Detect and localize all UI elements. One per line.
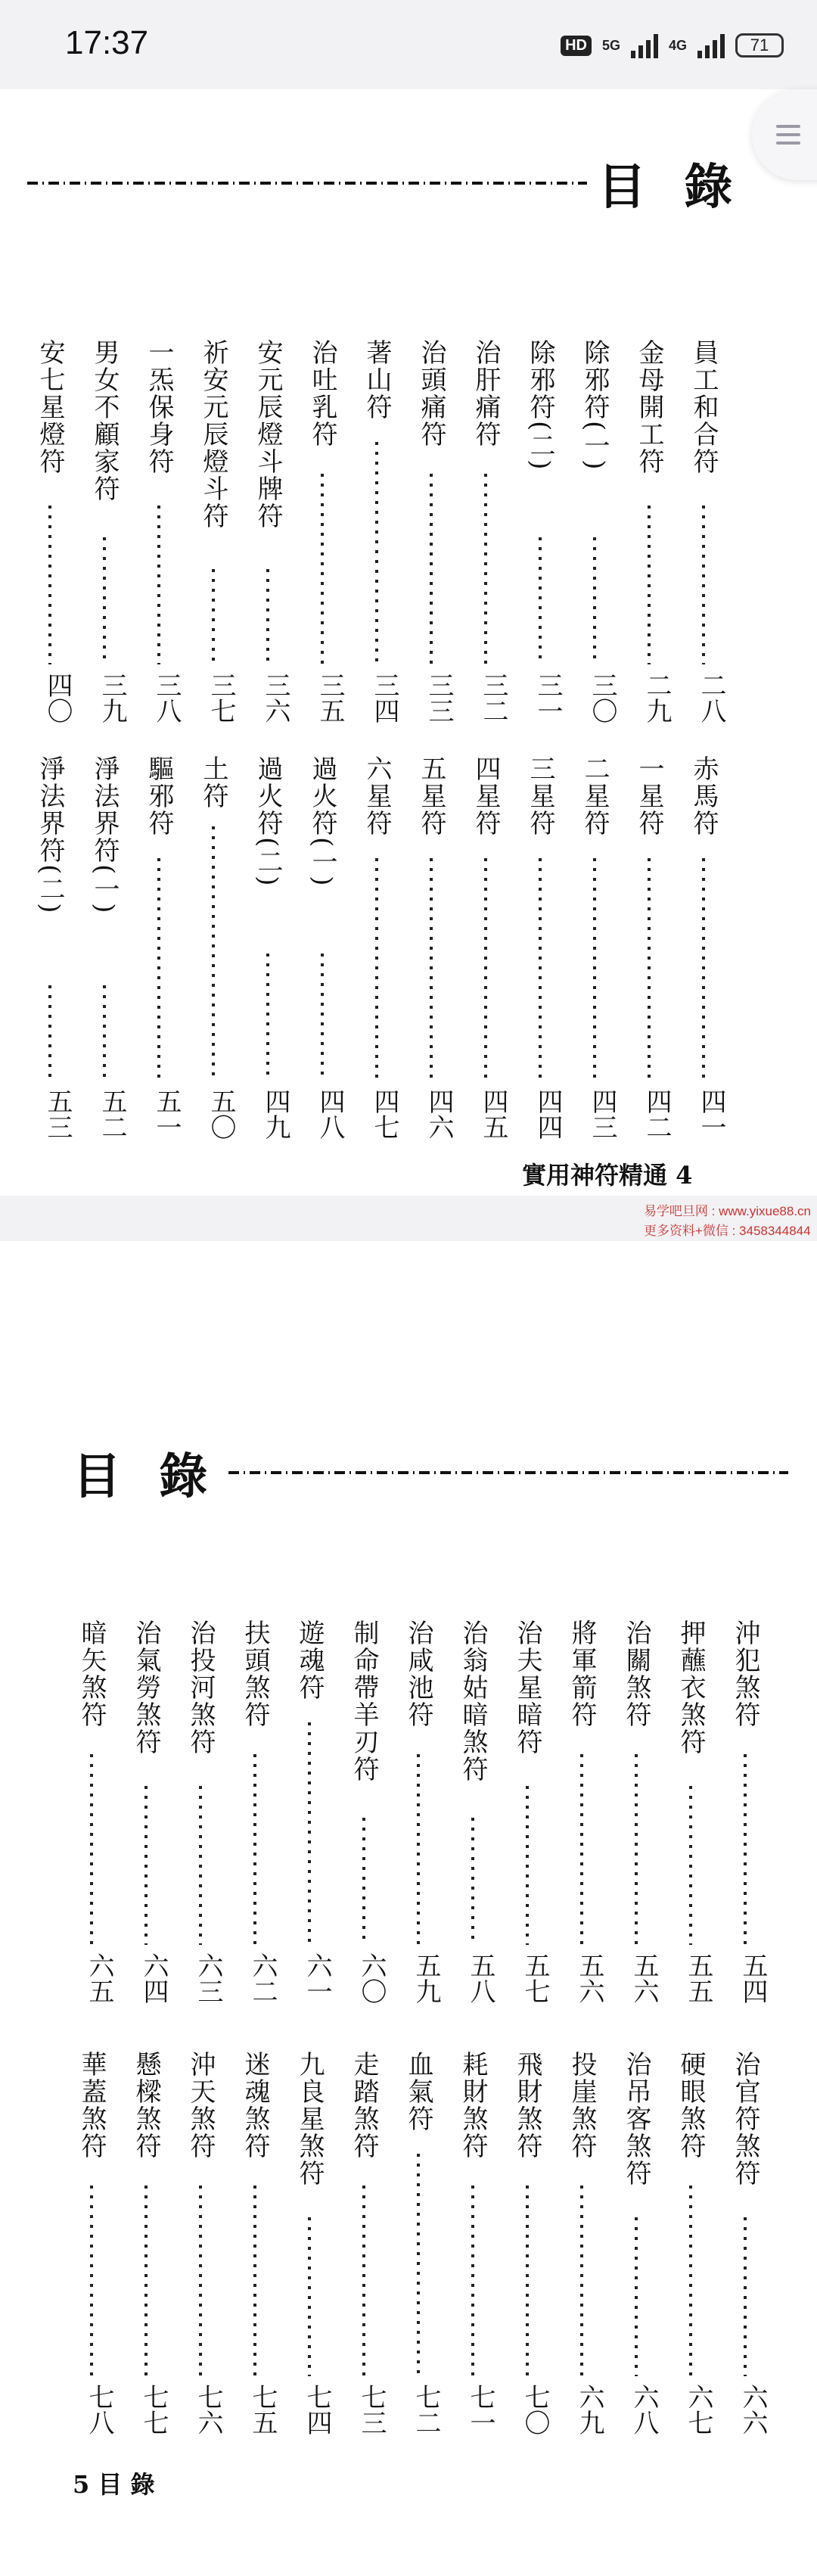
toc-page-number: 四七 bbox=[369, 1088, 399, 1140]
toc-page-number: 五二 bbox=[97, 1088, 127, 1140]
signal-icon-2 bbox=[697, 33, 725, 58]
toc-entry bbox=[82, 755, 127, 1179]
toc-leader-dots bbox=[212, 826, 215, 1081]
toc-entry bbox=[136, 339, 182, 763]
toc-leader-dots bbox=[526, 1786, 529, 1945]
toc-leader-dots bbox=[689, 2186, 692, 2376]
toc-leader-dots bbox=[321, 954, 324, 1081]
toc-entry bbox=[408, 339, 454, 763]
toc-leader-dots bbox=[484, 474, 487, 664]
toc-page-number: 二九 bbox=[641, 672, 672, 723]
toc-leader-dots bbox=[648, 858, 651, 1081]
toc-leader-dots bbox=[430, 474, 433, 664]
toc-entry-title: 安元辰燈斗牌符 bbox=[253, 339, 283, 530]
toc-page-number: 四九 bbox=[260, 1088, 290, 1140]
toc-page-number: 五六 bbox=[574, 1952, 604, 2004]
toc-entry-title: 五星符 bbox=[416, 755, 446, 837]
toc-leader-dots bbox=[484, 858, 487, 1081]
toc-entry-title: 過火符(二) bbox=[253, 755, 283, 888]
toc-entry-title: 治官符煞符 bbox=[730, 2051, 760, 2187]
toc-leader-dots bbox=[103, 985, 106, 1081]
toc-leader-dots bbox=[144, 1786, 148, 1945]
toc-leader-dots bbox=[471, 1818, 474, 1945]
toc-entry-title: 懸樑煞符 bbox=[131, 2051, 161, 2160]
toc-leader-dots bbox=[48, 985, 51, 1081]
signal-icon bbox=[631, 33, 658, 58]
toc-entry-title: 飛財煞符 bbox=[512, 2051, 542, 2160]
toc-entry bbox=[614, 1619, 659, 2043]
toc-entry-title: 過火符(一) bbox=[307, 755, 337, 888]
toc-entry bbox=[450, 2051, 495, 2475]
toc-entry bbox=[232, 1619, 278, 2043]
page2-footer: 5 目 錄 bbox=[73, 2470, 155, 2499]
toc-entry-title: 治關煞符 bbox=[621, 1619, 651, 1728]
toc-entry bbox=[287, 2051, 332, 2475]
toc-entry-title: 祈安元辰燈斗符 bbox=[198, 339, 228, 530]
toc-page-number: 四三 bbox=[587, 1088, 617, 1140]
toc-leader-dots bbox=[253, 2186, 256, 2376]
toc-entry-title: 男女不顧家符 bbox=[89, 339, 120, 502]
page2-title: 目 錄 bbox=[73, 1448, 219, 1505]
toc-entry-title: 除邪符(二) bbox=[525, 339, 555, 471]
toc-page-number: 七〇 bbox=[520, 2384, 550, 2435]
toc-entry-title: 硬眼煞符 bbox=[676, 2051, 706, 2160]
battery-icon: 71 bbox=[735, 33, 784, 58]
toc-entry bbox=[559, 1619, 604, 2043]
toc-entry-title: 二星符 bbox=[579, 755, 610, 837]
toc-leader-dots bbox=[417, 2154, 420, 2376]
toc-leader-dots bbox=[744, 2217, 747, 2376]
toc-leader-dots bbox=[362, 2186, 365, 2376]
toc-entry-title: 赤馬符 bbox=[688, 755, 719, 837]
toc-entry-title: 治夫星暗符 bbox=[512, 1619, 542, 1756]
toc-page-number: 三七 bbox=[206, 672, 236, 723]
toc-page-number: 三六 bbox=[260, 672, 290, 723]
toc-page-number: 六八 bbox=[629, 2384, 659, 2435]
toc-entry-title: 血氣符 bbox=[403, 2051, 433, 2133]
toc-leader-dots bbox=[635, 2217, 638, 2376]
toc-leader-dots bbox=[199, 1786, 202, 1945]
toc-entry-title: 金母開工符 bbox=[634, 339, 664, 475]
toc-entry-title: 治吐乳符 bbox=[307, 339, 337, 448]
toc-entry bbox=[463, 755, 508, 1179]
toc-page-number: 五九 bbox=[411, 1952, 441, 2004]
toc-entry-title: 扶頭煞符 bbox=[240, 1619, 270, 1728]
toc-entry bbox=[82, 339, 127, 763]
status-icons bbox=[561, 29, 784, 62]
toc-leader-dots bbox=[144, 2186, 148, 2376]
toc-entry bbox=[287, 1619, 332, 2043]
toc-page-number: 三三 bbox=[424, 672, 454, 723]
page2-header bbox=[73, 1438, 788, 1507]
toc-leader-dots bbox=[266, 569, 269, 664]
toc-page-number: 七一 bbox=[465, 2384, 495, 2435]
toc-leader-dots bbox=[375, 442, 378, 664]
toc-entry-title: 治咸池符 bbox=[403, 1619, 433, 1728]
toc-leader-dots bbox=[253, 1754, 256, 1945]
toc-entry bbox=[136, 755, 182, 1179]
toc-entry bbox=[123, 1619, 169, 2043]
toc-page-number: 四〇 bbox=[42, 672, 73, 723]
toc-entry-title: 淨法界符(二) bbox=[35, 755, 65, 915]
toc-leader-dots bbox=[580, 2186, 583, 2376]
toc-leader-dots bbox=[417, 1754, 420, 1945]
toc-entry bbox=[232, 2051, 278, 2475]
toc-entry bbox=[396, 2051, 441, 2475]
toc-leader-dots bbox=[539, 858, 542, 1081]
toc-page-number: 三四 bbox=[369, 672, 399, 723]
toc-entry-title: 押蘸衣煞符 bbox=[676, 1619, 706, 1756]
toc-entry bbox=[505, 2051, 550, 2475]
toc-entry bbox=[245, 339, 290, 763]
menu-icon bbox=[776, 120, 800, 150]
toc-page-number: 六六 bbox=[738, 2384, 768, 2435]
toc-entry-title: 治肝痛符 bbox=[471, 339, 501, 448]
toc-leader-dots bbox=[103, 537, 106, 664]
toc-leader-dots bbox=[526, 2186, 529, 2376]
toc-page-number: 七七 bbox=[138, 2384, 169, 2435]
page1-header bbox=[27, 148, 743, 218]
toc-page-number: 五七 bbox=[520, 1952, 550, 2004]
toc-page-number: 六一 bbox=[302, 1952, 332, 2004]
toc-page-number: 五三 bbox=[42, 1088, 73, 1140]
toc-entry bbox=[626, 755, 672, 1179]
toc-entry bbox=[681, 755, 726, 1179]
toc-entry bbox=[722, 1619, 768, 2043]
toc-entry bbox=[517, 339, 563, 763]
toc-entry bbox=[300, 339, 345, 763]
toc-page-number: 三五 bbox=[315, 672, 345, 723]
toc-leader-dots bbox=[90, 1754, 93, 1945]
toc-page-number: 四六 bbox=[424, 1088, 454, 1140]
toc-entry bbox=[517, 755, 563, 1179]
toc-leader-dots bbox=[689, 1786, 692, 1945]
toc-entry bbox=[341, 1619, 387, 2043]
toc-entry-title: 除邪符(一) bbox=[579, 339, 610, 471]
toc-entry bbox=[559, 2051, 604, 2475]
toc-entry bbox=[178, 2051, 223, 2475]
toc-entry-title: 三星符 bbox=[525, 755, 555, 837]
toc-page-number: 六〇 bbox=[356, 1952, 387, 2004]
toc-entry-title: 治頭痛符 bbox=[416, 339, 446, 448]
toc-entry-title: 沖犯煞符 bbox=[730, 1619, 760, 1728]
toc-entry-title: 耗財煞符 bbox=[458, 2051, 488, 2160]
toc-page-number: 五一 bbox=[151, 1088, 182, 1140]
toc-page-number: 四二 bbox=[641, 1088, 672, 1140]
toc-entry-title: 將軍箭符 bbox=[567, 1619, 597, 1728]
toc-leader-dots bbox=[593, 537, 596, 664]
toc-page-number: 四五 bbox=[478, 1088, 508, 1140]
toc-page-number: 二八 bbox=[696, 672, 726, 723]
toc-page-number: 六四 bbox=[138, 1952, 169, 2004]
page1-title: 目 錄 bbox=[598, 159, 744, 216]
page1-footer: 實用神符精通 4 bbox=[522, 1161, 693, 1190]
toc-entry bbox=[396, 1619, 441, 2043]
toc-entry-title: 九良星煞符 bbox=[294, 2051, 325, 2187]
toc-page-number: 七六 bbox=[193, 2384, 223, 2435]
toc-leader-dots bbox=[199, 2186, 202, 2376]
toc-leader-dots bbox=[48, 506, 51, 664]
toc-page-number: 七八 bbox=[84, 2384, 114, 2435]
toc-entry-title: 遊魂符 bbox=[294, 1619, 325, 1701]
toc-page-number: 五四 bbox=[738, 1952, 768, 2004]
toc-page-number: 四一 bbox=[696, 1088, 726, 1140]
toc-entry bbox=[354, 339, 399, 763]
toc-leader-dots bbox=[702, 858, 705, 1081]
toc-entry-title: 迷魂煞符 bbox=[240, 2051, 270, 2160]
toc-page-number: 七三 bbox=[356, 2384, 387, 2435]
toc-page-number: 四四 bbox=[533, 1088, 563, 1140]
toc-entry bbox=[300, 755, 345, 1179]
toc-entry bbox=[69, 2051, 114, 2475]
toc-entry-title: 華蓋煞符 bbox=[76, 2051, 107, 2160]
toc-leader-dots bbox=[308, 2217, 311, 2376]
toc-entry-title: 一炁保身符 bbox=[144, 339, 174, 475]
toc-entry-title: 暗矢煞符 bbox=[76, 1619, 107, 1728]
toc-entry bbox=[123, 2051, 169, 2475]
toc-entry bbox=[27, 755, 73, 1179]
toc-entry bbox=[668, 2051, 713, 2475]
toc-leader-dots bbox=[430, 858, 433, 1081]
toc-entry-title: 治吊客煞符 bbox=[621, 2051, 651, 2187]
header-rule bbox=[27, 182, 587, 185]
toc-entry-title: 六星符 bbox=[362, 755, 392, 837]
toc-leader-dots bbox=[308, 1722, 311, 1945]
toc-entry bbox=[614, 2051, 659, 2475]
toc-entry bbox=[69, 1619, 114, 2043]
toc-entry bbox=[27, 339, 73, 763]
toc-page-number: 五六 bbox=[629, 1952, 659, 2004]
toc-entry-title: 淨法界符(一) bbox=[89, 755, 120, 915]
toc-entry-title: 員工和合符 bbox=[688, 339, 719, 475]
toc-leader-dots bbox=[593, 858, 596, 1081]
toc-leader-dots bbox=[362, 1818, 365, 1945]
toc-leader-dots bbox=[744, 1754, 747, 1945]
toc-entry-title: 制命帶羊刃符 bbox=[349, 1619, 379, 1783]
toc-entry-title: 土符 bbox=[198, 755, 228, 810]
toc-entry-title: 治翁姑暗煞符 bbox=[458, 1619, 488, 1783]
toc-entry-title: 著山符 bbox=[362, 339, 392, 421]
toc-entry bbox=[626, 339, 672, 763]
toc-page-number: 三二 bbox=[478, 672, 508, 723]
toc-leader-dots bbox=[702, 506, 705, 664]
toc-page-number: 三九 bbox=[97, 672, 127, 723]
document-page-1 bbox=[0, 89, 817, 1196]
toc-entry-title: 驅邪符 bbox=[144, 755, 174, 837]
toc-leader-dots bbox=[90, 2186, 93, 2376]
toc-page-number: 五五 bbox=[683, 1952, 713, 2004]
toc-entry-title: 一星符 bbox=[634, 755, 664, 837]
toc-leader-dots bbox=[157, 506, 160, 664]
toc-page-number: 七二 bbox=[411, 2384, 441, 2435]
toc-page-number: 三八 bbox=[151, 672, 182, 723]
toc-entry-title: 治氣勞煞符 bbox=[131, 1619, 161, 1756]
toc-leader-dots bbox=[266, 954, 269, 1081]
toc-entry bbox=[191, 339, 236, 763]
toc-leader-dots bbox=[212, 569, 215, 664]
network-5g-label: 5G bbox=[601, 37, 620, 53]
toc-entry-title: 走踏煞符 bbox=[349, 2051, 379, 2160]
toc-leader-dots bbox=[321, 474, 324, 664]
toc-entry bbox=[354, 755, 399, 1179]
toc-leader-dots bbox=[635, 1754, 638, 1945]
toc-page-number: 六五 bbox=[84, 1952, 114, 2004]
header-rule bbox=[228, 1471, 788, 1474]
toc-entry bbox=[668, 1619, 713, 2043]
toc-leader-dots bbox=[375, 858, 378, 1081]
toc-entry bbox=[408, 755, 454, 1179]
clock: 17:37 bbox=[65, 24, 149, 61]
watermark: 易学吧旦网 : www.yixue88.cn 更多资料+微信 : 3458344844 bbox=[643, 1204, 811, 1238]
toc-entry bbox=[341, 2051, 387, 2475]
toc-entry bbox=[450, 1619, 495, 2043]
network-4g-label: 4G bbox=[668, 37, 687, 53]
toc-page-number: 五〇 bbox=[206, 1088, 236, 1140]
toc-entry bbox=[178, 1619, 223, 2043]
toc-entry-title: 沖天煞符 bbox=[185, 2051, 216, 2160]
toc-page-number: 六九 bbox=[574, 2384, 604, 2435]
toc-entry-title: 四星符 bbox=[471, 755, 501, 837]
toc-page-number: 三〇 bbox=[587, 672, 617, 723]
toc-entry bbox=[245, 755, 290, 1179]
toc-entry bbox=[191, 755, 236, 1179]
toc-page-number: 六二 bbox=[247, 1952, 278, 2004]
document-page-2 bbox=[0, 1241, 817, 2576]
toc-entry bbox=[505, 1619, 550, 2043]
toc-page-number: 七五 bbox=[247, 2384, 278, 2435]
toc-page-number: 六七 bbox=[683, 2384, 713, 2435]
toc-page-number: 五八 bbox=[465, 1952, 495, 2004]
toc-entry bbox=[681, 339, 726, 763]
toc-leader-dots bbox=[157, 858, 160, 1081]
toc-page-number: 七四 bbox=[302, 2384, 332, 2435]
hd-icon: HD bbox=[561, 36, 592, 56]
toc-entry bbox=[572, 755, 617, 1179]
toc-leader-dots bbox=[580, 1754, 583, 1945]
status-bar bbox=[0, 0, 817, 89]
toc-page-number: 六三 bbox=[193, 1952, 223, 2004]
toc-leader-dots bbox=[471, 2186, 474, 2376]
toc-entry-title: 投崖煞符 bbox=[567, 2051, 597, 2160]
toc-leader-dots bbox=[539, 537, 542, 664]
toc-page-number: 三一 bbox=[533, 672, 563, 723]
toc-page-number: 四八 bbox=[315, 1088, 345, 1140]
toc-entry bbox=[572, 339, 617, 763]
toc-entry-title: 治投河煞符 bbox=[185, 1619, 216, 1756]
toc-entry bbox=[463, 339, 508, 763]
toc-entry bbox=[722, 2051, 768, 2475]
toc-leader-dots bbox=[648, 506, 651, 664]
toc-entry-title: 安七星燈符 bbox=[35, 339, 65, 475]
